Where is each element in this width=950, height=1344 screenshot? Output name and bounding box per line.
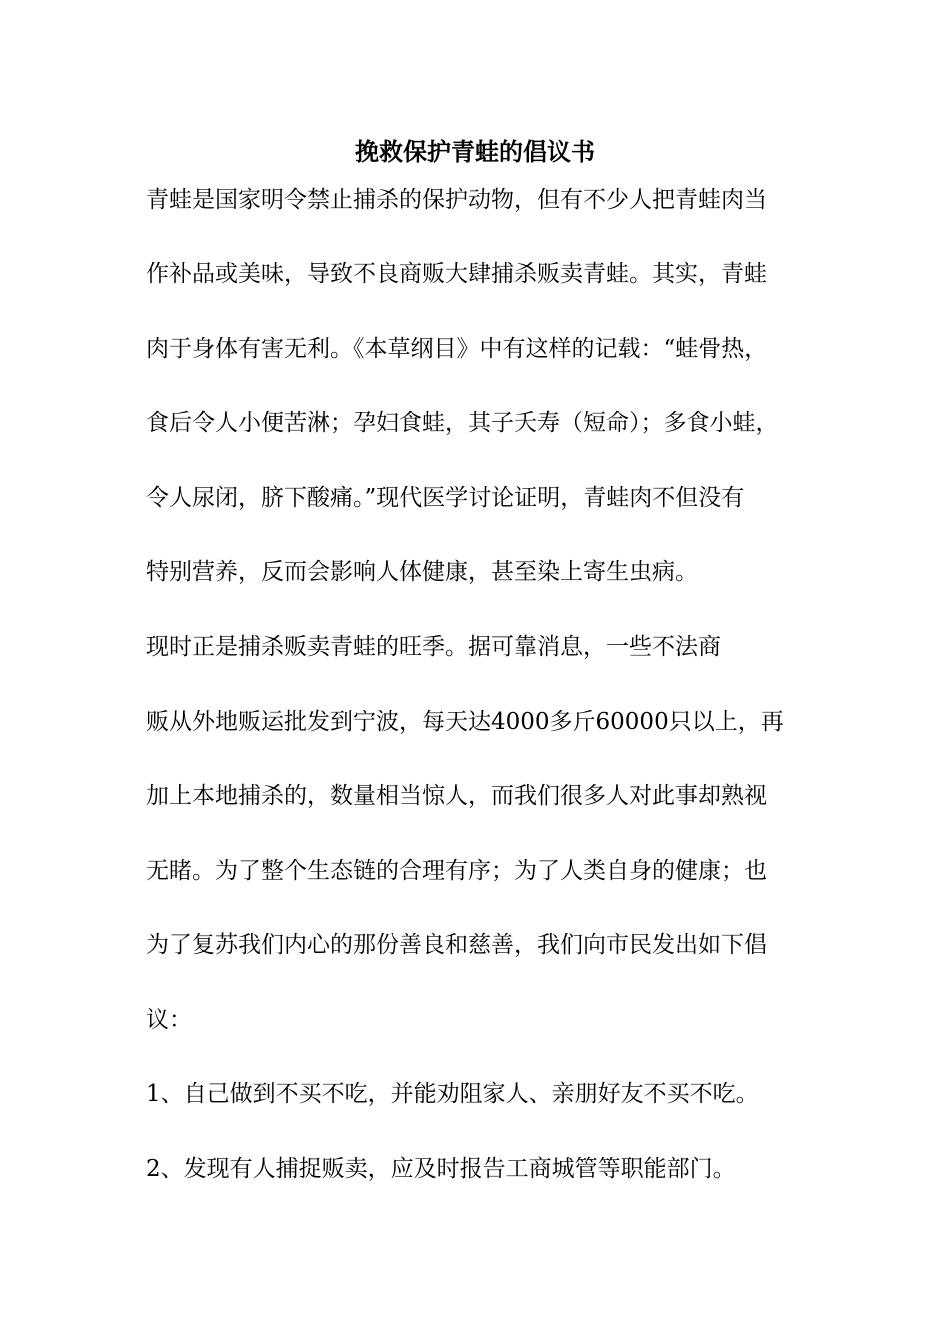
list-item: 1、自己做到不买不吃，并能劝阻家人、亲朋好友不买不吃。 bbox=[146, 1081, 759, 1107]
document-title: 挽救保护青蛙的倡议书 bbox=[355, 137, 595, 166]
paragraph-line: 加上本地捕杀的，数量相当惊人，而我们很多人对此事却熟视 bbox=[146, 783, 767, 809]
paragraph-line: 食后令人小便苦淋；孕妇食蛙，其子夭寿（短命）；多食小蛙， bbox=[146, 410, 779, 436]
paragraph-line: 议： bbox=[146, 1007, 192, 1033]
paragraph-line: 青蛙是国家明令禁止捕杀的保护动物，但有不少人把青蛙肉当 bbox=[146, 187, 767, 213]
paragraph-line: 肉于身体有害无利。《本草纲目》中有这样的记载：“蛙骨热， bbox=[146, 336, 768, 362]
paragraph-line: 为了复苏我们内心的那份善良和慈善，我们向市民发出如下倡 bbox=[146, 932, 767, 958]
paragraph-line: 现时正是捕杀贩卖青蛙的旺季。据可靠消息，一些不法商 bbox=[146, 634, 721, 660]
paragraph-line: 特别营养，反而会影响人体健康，甚至染上寄生虫病。 bbox=[146, 559, 698, 585]
list-item: 2、发现有人捕捉贩卖，应及时报告工商城管等职能部门。 bbox=[146, 1156, 736, 1182]
paragraph-line: 令人尿闭，脐下酸痛。”现代医学讨论证明，青蛙肉不但没有 bbox=[146, 485, 745, 511]
paragraph-line: 无睹。为了整个生态链的合理有序；为了人类自身的健康；也 bbox=[146, 858, 767, 884]
paragraph-line: 作补品或美味，导致不良商贩大肆捕杀贩卖青蛙。其实，青蛙 bbox=[146, 261, 767, 287]
paragraph-line: 贩从外地贩运批发到宁波，每天达4000多斤60000只以上，再 bbox=[146, 709, 784, 735]
